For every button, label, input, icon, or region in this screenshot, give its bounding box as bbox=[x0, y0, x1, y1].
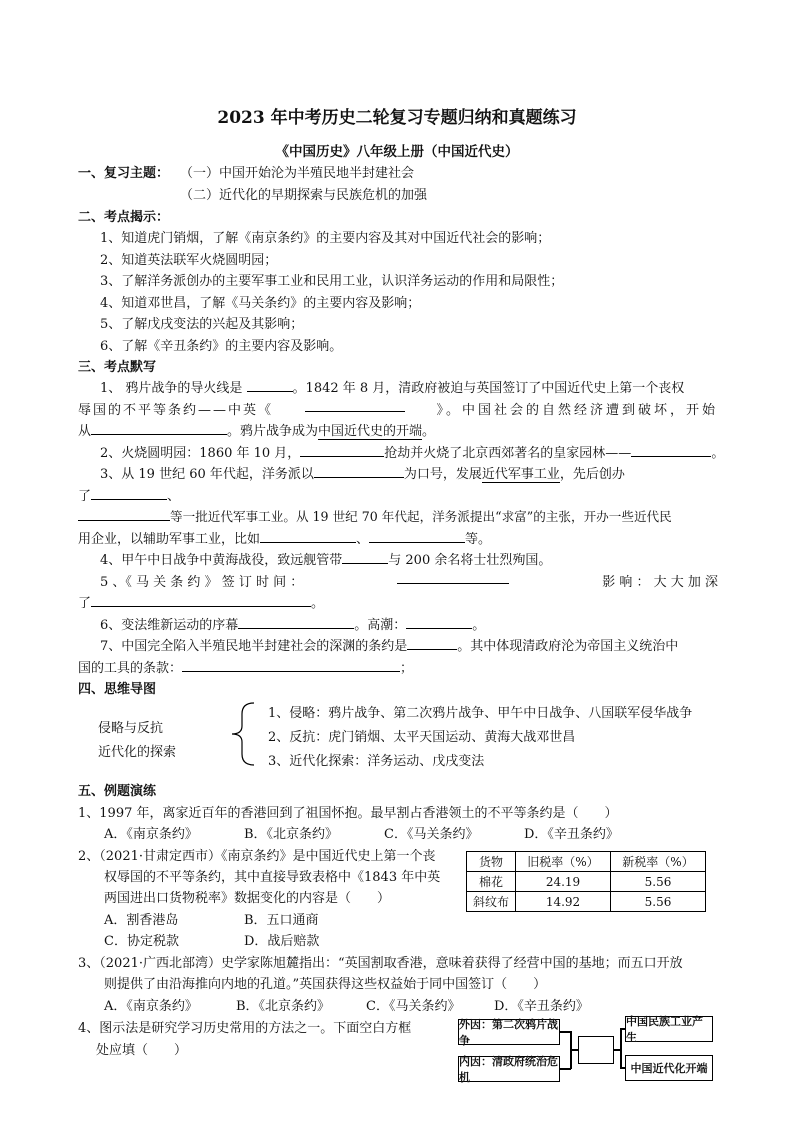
option-d[interactable]: D．《辛丑条约》 bbox=[524, 827, 619, 842]
diagram-box-internal-cause: 内因：清政府统治危机 bbox=[459, 1055, 558, 1084]
q4-line bbox=[100, 549, 551, 568]
q1-text: 从 bbox=[78, 424, 92, 439]
section2-item: 5、了解戊戌变法的兴起及其影响； bbox=[100, 317, 304, 332]
section2-item: 4、知道邓世昌，了解《马关条约》的主要内容及影响； bbox=[100, 296, 421, 311]
section1-topic1: （一）中国开始沦为半殖民地半封建社会 bbox=[180, 166, 415, 181]
q4-text: 与 200 余名将士壮烈殉国。 bbox=[388, 553, 552, 568]
section1-heading: 一、复习主题： bbox=[78, 166, 170, 181]
fill-blank[interactable] bbox=[305, 399, 405, 412]
example-q1-stem: 1、1997 年，离家近百年的香港回到了祖国怀抱。最早割占香港领土的不平等条约是（ ） bbox=[78, 806, 618, 821]
table-row bbox=[467, 872, 706, 892]
example-q2-stem: 权辱国的不平等条约，其中直接导致表格中《1843 年中英 bbox=[104, 870, 441, 885]
option-c[interactable]: C．协定税款 bbox=[104, 934, 179, 949]
q1-text: 1、 鸦片战争的导火线是 bbox=[100, 381, 243, 396]
q6-text: 。 bbox=[472, 618, 486, 633]
mindmap-branch: 2、反抗：虎门销烟、太平天国运动、黄海大战邓世昌 bbox=[268, 730, 576, 745]
q5-text: 影 响 ： 大 大 加 深 bbox=[602, 575, 718, 590]
table-header: 新税率（%） bbox=[611, 852, 706, 872]
tax-rate-table bbox=[466, 851, 706, 912]
q2-text: 2、火烧圆明园：1860 年 10 月， bbox=[100, 446, 301, 461]
q1-underlined-answer: 中国近代史的开端 bbox=[318, 424, 423, 439]
table-header: 货物 bbox=[467, 852, 516, 872]
table-cell: 24.19 bbox=[516, 872, 611, 892]
mindmap-branch: 1、侵略：鸦片战争、第二次鸦片战争、甲午中日战争、八国联军侵华战争 bbox=[268, 706, 693, 721]
fill-blank[interactable] bbox=[91, 594, 311, 607]
q1-line2 bbox=[78, 399, 718, 418]
fill-blank[interactable] bbox=[631, 444, 711, 457]
section2-item: 6、了解《辛丑条约》的主要内容及影响。 bbox=[100, 339, 343, 354]
option-c[interactable]: C．《马关条约》 bbox=[366, 999, 461, 1014]
diagram-blank-box[interactable] bbox=[578, 1036, 614, 1064]
section1-topic2: （二）近代化的早期探索与民族危机的加强 bbox=[180, 188, 428, 203]
fill-blank[interactable] bbox=[300, 444, 384, 457]
example-q4-stem: 4、图示法是研究学习历史常用的方法之一。下面空白方框 bbox=[78, 1021, 412, 1036]
page-subtitle: 《中国历史》八年级上册（中国近代史） bbox=[275, 144, 519, 160]
q5-text: 。 bbox=[311, 596, 325, 611]
q6-line bbox=[100, 614, 485, 633]
fill-blank[interactable] bbox=[342, 551, 388, 564]
q7-line1 bbox=[100, 635, 678, 654]
diagram-connector bbox=[620, 1028, 622, 1068]
q3-underlined-answer: 近代军事工业 bbox=[481, 467, 560, 482]
fill-blank[interactable] bbox=[406, 616, 472, 629]
q3-text: 、 bbox=[167, 489, 181, 504]
fill-blank[interactable] bbox=[369, 530, 465, 543]
table-cell: 斜纹布 bbox=[467, 892, 516, 912]
q3-line1 bbox=[100, 463, 625, 482]
option-d[interactable]: D．《辛丑条约》 bbox=[494, 999, 589, 1014]
fill-blank[interactable] bbox=[238, 616, 354, 629]
q7-text: 国的工具的条款： bbox=[78, 661, 183, 676]
fill-blank[interactable] bbox=[407, 637, 457, 650]
q3-line3 bbox=[78, 506, 672, 525]
q5-text: 了 bbox=[78, 596, 92, 611]
q3-text: 3、从 19 世纪 60 年代起，洋务派以 bbox=[100, 467, 314, 482]
fill-blank[interactable] bbox=[91, 422, 227, 435]
section5-heading: 五、例题演练 bbox=[78, 784, 157, 799]
q5-text: 5 、《 马 关 条 约 》 签 订 时 间 ： bbox=[100, 575, 304, 590]
table-cell: 14.92 bbox=[516, 892, 611, 912]
q2-line bbox=[100, 442, 724, 461]
q2-text: 。 bbox=[711, 446, 725, 461]
fill-blank[interactable] bbox=[91, 487, 167, 500]
section2-heading: 二、考点揭示： bbox=[78, 210, 170, 225]
q5-line1 bbox=[100, 571, 718, 590]
option-c[interactable]: C．《马关条约》 bbox=[384, 827, 479, 842]
q3-line4 bbox=[78, 528, 491, 547]
q1-line1 bbox=[100, 377, 684, 396]
q3-text: 为口号，发展 bbox=[403, 467, 482, 482]
fill-blank[interactable] bbox=[314, 465, 404, 478]
fill-blank[interactable] bbox=[247, 379, 293, 392]
diagram-box-external-cause: 外因：第二次鸦片战争 bbox=[459, 1018, 558, 1047]
example-q3-stem: 则提供了由沿海推向内地的孔道。”英国获得这些权益始于同中国签订（ ） bbox=[104, 977, 547, 992]
q6-text: 6、变法维新运动的序幕 bbox=[100, 618, 239, 633]
section2-item: 3、了解洋务派创办的主要军事工业和民用工业，认识洋务运动的作用和局限性； bbox=[100, 274, 564, 289]
option-d[interactable]: D．战后赔款 bbox=[244, 934, 320, 949]
diagram-box-modernization-start: 中国近代化开端 bbox=[625, 1055, 713, 1081]
q3-text: 等一批近代军事工业。从 19 世纪 70 年代起，洋务派提出“求富”的主张，开办一些近代民 bbox=[170, 509, 672, 524]
table-cell: 5.56 bbox=[611, 872, 706, 892]
fill-blank[interactable] bbox=[397, 571, 509, 584]
q7-text: 。其中体现清政府沦为帝国主义统治中 bbox=[457, 639, 679, 654]
q1-line3 bbox=[78, 420, 435, 439]
q3-text: ，先后创办 bbox=[559, 467, 625, 482]
q5-line2 bbox=[78, 592, 324, 611]
q1-text: 。 bbox=[422, 424, 436, 439]
section4-heading: 四、思维导图 bbox=[78, 682, 157, 697]
q1-text: 。1842 年 8 月，清政府被迫与英国签订了中国近代史上第一个丧权 bbox=[292, 381, 685, 396]
option-b[interactable]: B．五口通商 bbox=[244, 913, 319, 928]
q3-text: 了 bbox=[78, 489, 92, 504]
table-row bbox=[467, 892, 706, 912]
fill-blank[interactable] bbox=[182, 659, 400, 672]
example-q4-stem: 处应填（ ） bbox=[96, 1043, 188, 1058]
q7-line2 bbox=[78, 657, 413, 676]
fill-blank[interactable] bbox=[260, 530, 356, 543]
q7-text: ； bbox=[400, 661, 414, 676]
q6-text: 。高潮： bbox=[354, 618, 407, 633]
option-b[interactable]: B．《北京条约》 bbox=[244, 827, 339, 842]
section3-heading: 三、考点默写 bbox=[78, 360, 157, 375]
option-b[interactable]: B．《北京条约》 bbox=[236, 999, 331, 1014]
fill-blank[interactable] bbox=[78, 508, 170, 521]
q3-text: 用企业，以辅助军事工业，比如 bbox=[78, 532, 261, 547]
option-a[interactable]: A．《南京条约》 bbox=[104, 999, 198, 1014]
mindmap-branch: 3、近代化探索：洋务运动、戊戌变法 bbox=[268, 754, 485, 769]
q3-line2 bbox=[78, 485, 180, 504]
mindmap-left-label: 近代化的探索 bbox=[98, 745, 177, 760]
section2-item: 1、知道虎门销烟，了解《南京条约》的主要内容及其对中国近代社会的影响； bbox=[100, 231, 551, 246]
table-cell: 棉花 bbox=[467, 872, 516, 892]
example-q2-stem: 两国进出口货物税率》数据变化的内容是（ ） bbox=[104, 891, 391, 906]
option-a[interactable]: A．《南京条约》 bbox=[104, 827, 198, 842]
table-header: 旧税率（%） bbox=[516, 852, 611, 872]
curly-brace-icon bbox=[228, 700, 258, 768]
example-q3-stem: 3、（2021·广西北部湾）史学家陈旭麓指出：“英国割取香港，意味着获得了经营中国的基地；而五口开放 bbox=[78, 956, 683, 971]
q1-text: 》。中国社会的自然经济遭到破坏，开始 bbox=[436, 403, 718, 418]
page-title: 2023 年中考历史二轮复习专题归纳和真题练习 bbox=[217, 108, 577, 128]
example-q2-stem: 2、（2021·甘肃定西市）《南京条约》是中国近代史上第一个丧 bbox=[78, 849, 436, 864]
q3-text: 、 bbox=[356, 532, 370, 547]
mindmap-left-label: 侵略与反抗 bbox=[98, 721, 164, 736]
q3-text: 等。 bbox=[465, 532, 492, 547]
q1-text: 。鸦片战争成为 bbox=[227, 424, 319, 439]
option-a[interactable]: A．割香港岛 bbox=[104, 913, 179, 928]
q4-text: 4、甲午中日战争中黄海战役，致远舰管带 bbox=[100, 553, 343, 568]
q7-text: 7、中国完全陷入半殖民地半封建社会的深渊的条约是 bbox=[100, 639, 408, 654]
diagram-box-national-industry: 中国民族工业产生 bbox=[625, 1016, 713, 1042]
table-cell: 5.56 bbox=[611, 892, 706, 912]
q1-text: 辱国的不平等条约——中英《 bbox=[78, 403, 274, 418]
section2-item: 2、知道英法联军火烧圆明园； bbox=[100, 253, 278, 268]
q2-text: 抢劫并火烧了北京西郊著名的皇家园林—— bbox=[384, 446, 632, 461]
